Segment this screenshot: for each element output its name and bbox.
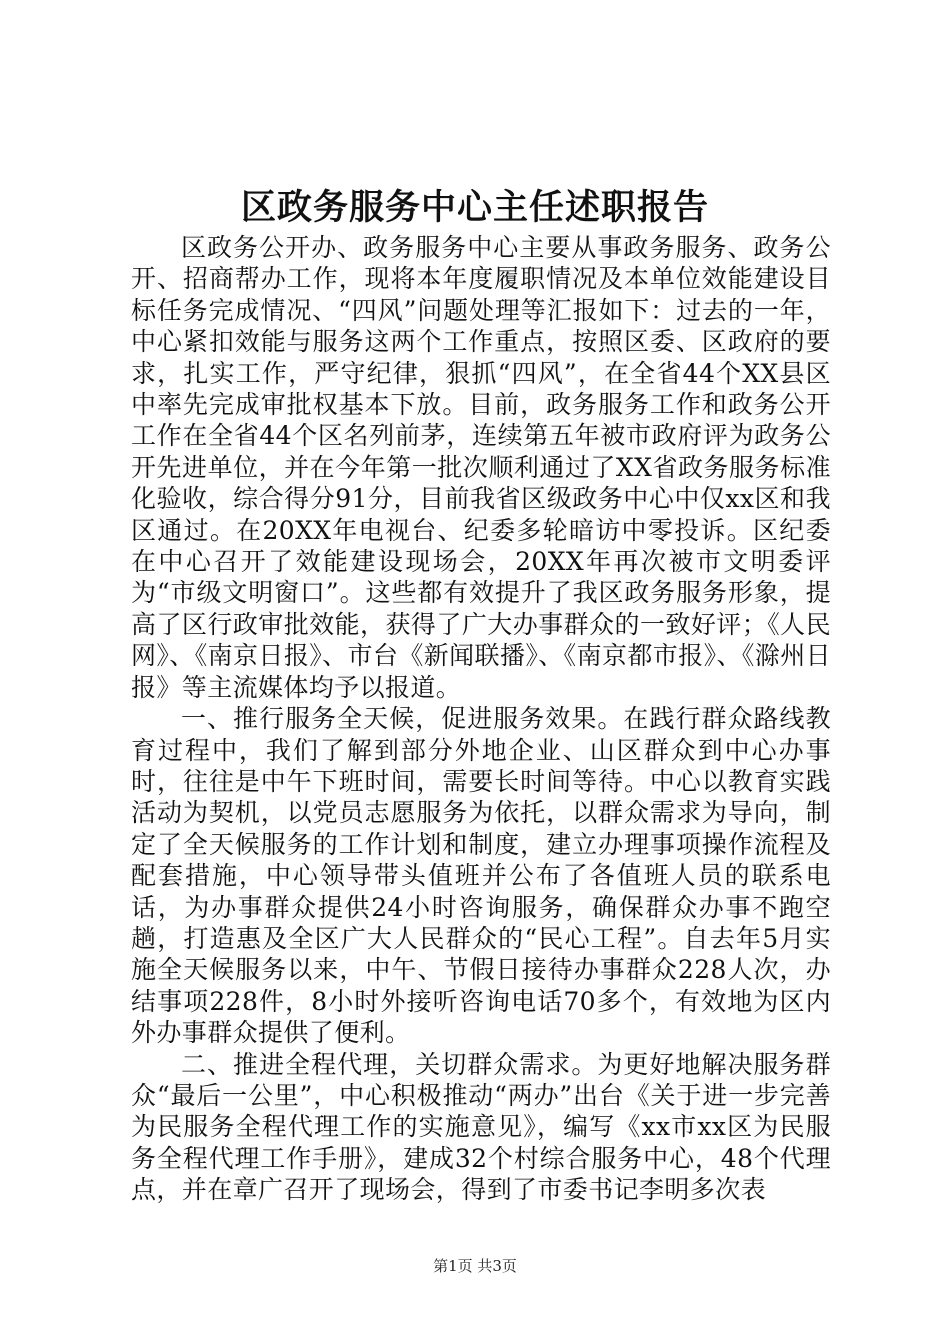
document-title: 区政务服务中心主任述职报告: [240, 187, 709, 228]
paragraph-intro: 区政务公开办、政务服务中心主要从事政务服务、政务公开、招商帮办工作，现将本年度履职情况及本单位效能建设目标任务完成情况、“四风”问题处理等汇报如下：过去的一年，中心紧扣效能与服务这两个工作重点，按照区委、区政府的要求，扎实工作，严守纪律，狠抓“四风”，在全省44个XX县区中率先完成审批权基本下放。目前，政务服务工作和政务公开工作在全省44个区名列前茅，连续第五年被市政府评为政务公开先进单位，并在今年第一批次顺利通过了XX省政务服务标准化验收，综合得分91分，目前我省区级政务中心中仅xx区和我区通过。在20XX年电视台、纪委多轮暗访中零投诉。区纪委在中心召开了效能建设现场会，20XX年再次被市文明委评为“市级文明窗口”。这些都有效提升了我区政务服务形象，提高了区行政审批效能，获得了广大办事群众的一致好评；《人民网》、《南京日报》、市台《新闻联播》、《南京都市报》、《滁州日报》等主流媒体均予以报道。: [131, 233, 831, 702]
paragraph-section-2: 二、推进全程代理，关切群众需求。为更好地解决服务群众“最后一公里”，中心积极推动“两办”出台《关于进一步完善为民服务全程代理工作的实施意见》，编写《xx市xx区为民服务全程代理工作手册》，建成32个村综合服务中心，48个代理点，并在章广召开了现场会，得到了市委书记李明多次表: [131, 1049, 831, 1205]
document-body: [131, 232, 831, 1206]
page-number-footer: 第1页 共3页: [433, 1257, 517, 1275]
paragraph-section-1: 一、推行服务全天候，促进服务效果。在践行群众路线教育过程中，我们了解到部分外地企业、山区群众到中心办事时，往往是中午下班时间，需要长时间等待。中心以教育实践活动为契机，以党员志愿服务为依托，以群众需求为导向，制定了全天候服务的工作计划和制度，建立办理事项操作流程及配套措施，中心领导带头值班并公布了各值班人员的联系电话，为办事群众提供24小时咨询服务，确保群众办事不跑空趟，打造惠及全区广大人民群众的“民心工程”。自去年5月实施全天候服务以来，中午、节假日接待办事群众228人次，办结事项228件，8小时外接听咨询电话70多个，有效地为区内外办事群众提供了便利。: [131, 704, 831, 1048]
